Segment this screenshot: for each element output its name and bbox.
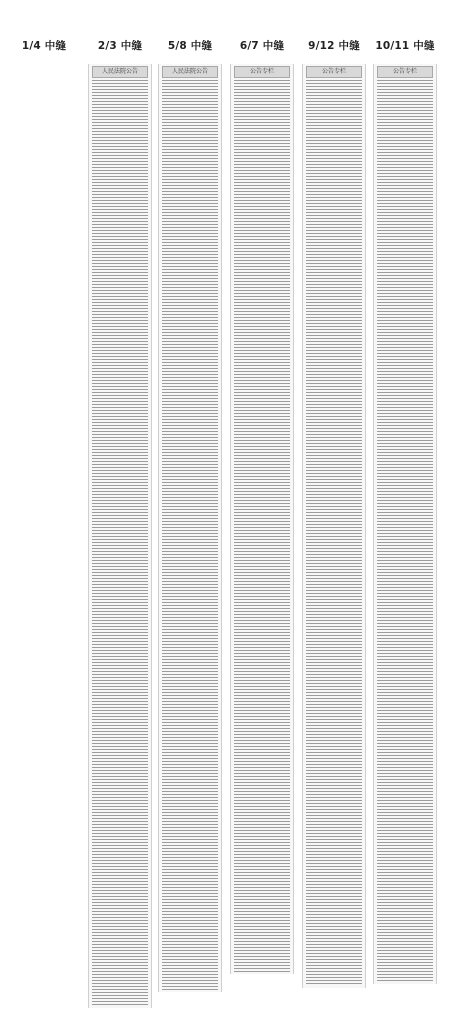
column-header-10-11: 10/11 中缝 xyxy=(375,40,435,52)
notice-text-block xyxy=(234,80,290,972)
strip-title: 公告专栏 xyxy=(234,66,290,78)
strip-title: 人民法院公告 xyxy=(92,66,148,78)
notice-text-block xyxy=(162,80,218,990)
strip-title: 公告专栏 xyxy=(306,66,362,78)
column-header-1-4: 1/4 中缝 xyxy=(21,40,67,52)
notice-text-block xyxy=(92,80,148,1006)
strip-title: 人民法院公告 xyxy=(162,66,218,78)
column-header-6-7: 6/7 中缝 xyxy=(239,40,285,52)
gutter-strip-6-7 xyxy=(230,64,294,974)
gutter-strip-5-8 xyxy=(158,64,222,992)
column-header-5-8: 5/8 中缝 xyxy=(167,40,213,52)
strip-title: 公告专栏 xyxy=(377,66,433,78)
notice-text-block xyxy=(377,80,433,982)
gutter-strip-9-12 xyxy=(302,64,366,988)
column-header-9-12: 9/12 中缝 xyxy=(308,40,360,52)
column-header-2-3: 2/3 中缝 xyxy=(97,40,143,52)
notice-text-block xyxy=(306,80,362,986)
gutter-strip-2-3 xyxy=(88,64,152,1008)
gutter-strip-10-11 xyxy=(373,64,437,984)
